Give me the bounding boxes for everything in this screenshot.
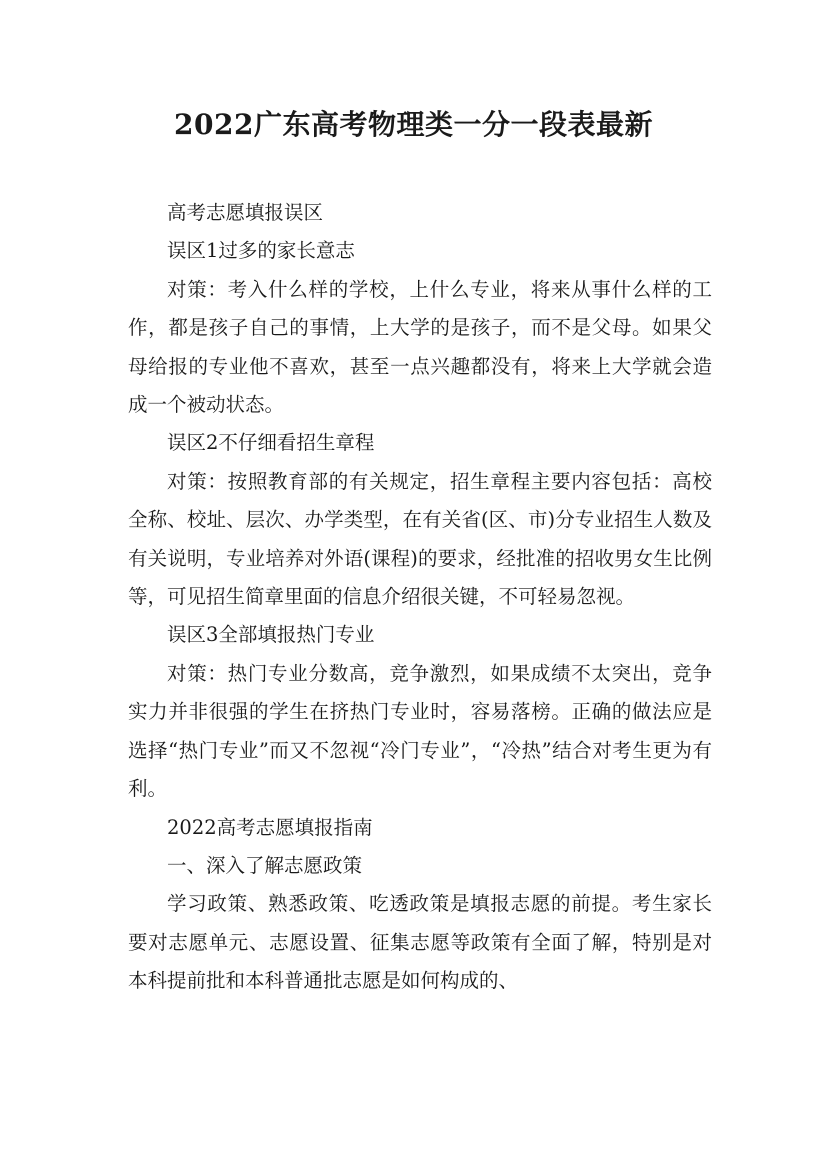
mistake-3-heading: 误区3全部填报热门专业	[167, 623, 375, 647]
section-heading-guide: 2022高考志愿填报指南	[167, 815, 373, 839]
document-body	[128, 194, 712, 1001]
section-heading-mistakes: 高考志愿填报误区	[167, 201, 324, 224]
mistake-3-strategy: 对策：热门专业分数高，竞争激烈，如果成绩不太突出，竞争实力并非很强的学生在挤热门专业时，容易落榜。正确的做法应是选择“热门专业”而又不忽视“冷门专业”，“冷热”结合对考生更为有利。	[128, 661, 712, 801]
mistake-2-heading: 误区2不仔细看招生章程	[167, 431, 375, 455]
guide-point-1-text: 学习政策、熟悉政策、吃透政策是填报志愿的前提。考生家长要对志愿单元、志愿设置、征集志愿等政策有全面了解，特别是对本科提前批和本科普通批志愿是如何构成的、	[128, 892, 712, 993]
document-title: 2022广东高考物理类一分一段表最新	[174, 108, 653, 141]
mistake-1-strategy: 对策：考入什么样的学校，上什么专业，将来从事什么样的工作，都是孩子自己的事情，上大学的是孩子，而不是父母。如果父母给报的专业他不喜欢，甚至一点兴趣都没有，将来上大学就会造成一个被动状态。	[128, 277, 712, 417]
mistake-1-heading: 误区1过多的家长意志	[167, 239, 355, 263]
mistake-2-strategy: 对策：按照教育部的有关规定，招生章程主要内容包括：高校全称、校址、层次、办学类型，在有关省(区、市)分专业招生人数及有关说明，专业培养对外语(课程)的要求，经批准的招收男女生比例等，可见招生简章里面的信息介绍很关键，不可轻易忽视。	[128, 469, 712, 609]
guide-point-1-heading: 一、深入了解志愿政策	[167, 853, 363, 877]
